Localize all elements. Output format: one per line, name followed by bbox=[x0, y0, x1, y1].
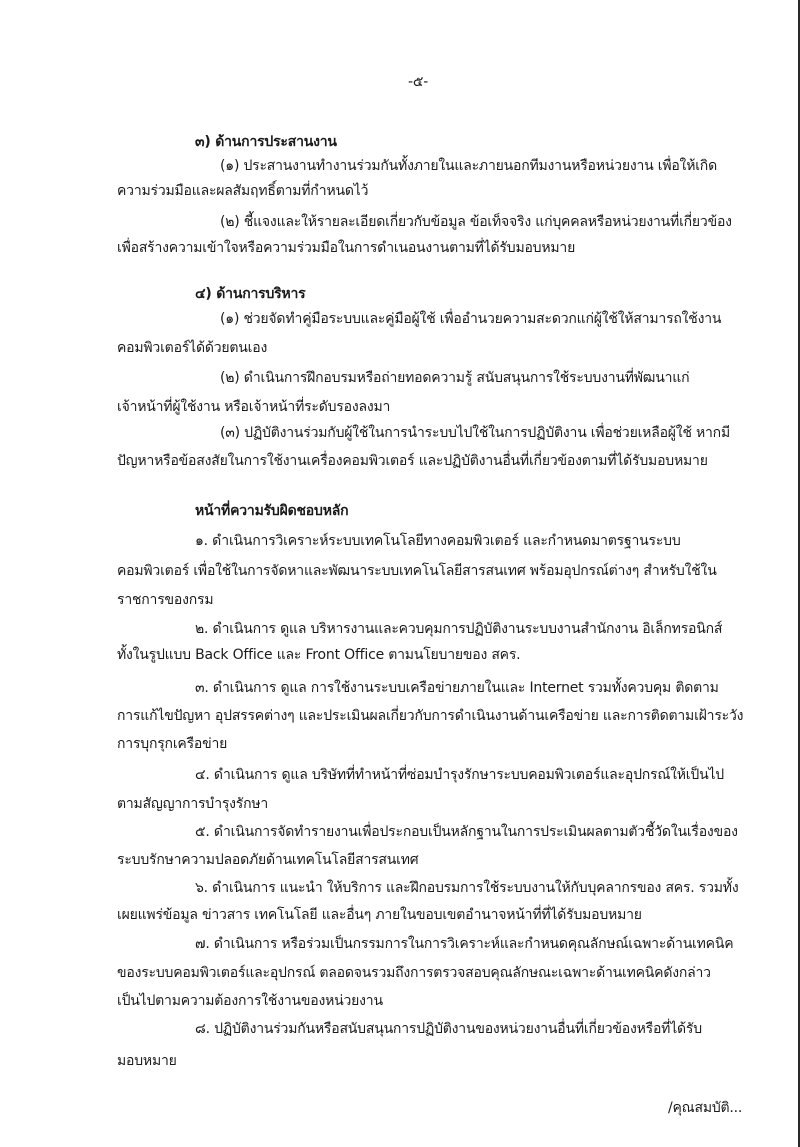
section-3-item-1-line-1: (๑) ประสานงานทำงานร่วมกันทั้งภายในและภายนอกทีมงานหรือหน่วยงาน เพื่อให้เกิด bbox=[220, 158, 717, 174]
duties-heading: หน้าที่ความรับผิดชอบหลัก bbox=[195, 503, 349, 519]
page-number: -๕- bbox=[408, 74, 429, 90]
duty-2-line-2: ทั้งในรูปแบบ Back Office และ Front Office ตามนโยบายของ สคร. bbox=[117, 647, 521, 663]
section-3-item-1-line-2: ความร่วมมือและผลสัมฤทธิ์ตามที่กำหนดไว้ bbox=[117, 183, 369, 199]
section-4-item-1-line-2: คอมพิวเตอร์ได้ด้วยตนเอง bbox=[117, 340, 268, 356]
section-4-heading: ๔) ด้านการบริหาร bbox=[195, 286, 306, 302]
duty-8-line-1: ๘. ปฏิบัติงานร่วมกันหรือสนับสนุนการปฏิบัติงานของหน่วยงานอื่นที่เกี่ยวข้องหรือที่ได้รับ bbox=[195, 1021, 702, 1037]
section-4-item-2-line-2: เจ้าหน้าที่ผู้ใช้งาน หรือเจ้าหน้าที่ระดับรองลงมา bbox=[117, 399, 391, 415]
duty-5-line-2: ระบบรักษาความปลอดภัยด้านเทคโนโลยีสารสนเทศ bbox=[117, 852, 419, 868]
duty-1-line-3: ราชการของกรม bbox=[117, 592, 214, 608]
duty-5-line-1: ๕. ดำเนินการจัดทำรายงานเพื่อประกอบเป็นหลักฐานในการประเมินผลตามตัวชี้วัดในเรื่องของ bbox=[195, 824, 738, 840]
duty-3-line-1: ๓. ดำเนินการ ดูแล การใช้งานระบบเครือข่ายภายในและ Internet รวมทั้งควบคุม ติดตาม bbox=[195, 680, 719, 696]
duty-3-line-3: การบุกรุกเครือข่าย bbox=[117, 736, 228, 752]
duty-6-line-1: ๖. ดำเนินการ แนะนำ ให้บริการ และฝึกอบรมการใช้ระบบงานให้กับบุคลากรของ สคร. รวมทั้ง bbox=[195, 880, 739, 896]
duty-4-line-1: ๔. ดำเนินการ ดูแล บริษัทที่ทำหน้าที่ซ่อมบำรุงรักษาระบบคอมพิวเตอร์และอุปกรณ์ให้เป็นไป bbox=[195, 767, 724, 783]
section-4-item-3-line-2: ปัญหาหรือข้อสงสัยในการใช้งานเครื่องคอมพิวเตอร์ และปฏิบัติงานอื่นที่เกี่ยวข้องตามที่ได้รับมอบหมาย bbox=[117, 453, 708, 469]
section-3-heading: ๓) ด้านการประสานงาน bbox=[195, 134, 337, 150]
duty-2-line-1: ๒. ดำเนินการ ดูแล บริหารงานและควบคุมการปฏิบัติงานระบบงานสำนักงาน อิเล็กทรอนิกส์ bbox=[195, 621, 723, 637]
continuation-marker: /คุณสมบัติ... bbox=[668, 1100, 743, 1116]
duty-8-line-2: มอบหมาย bbox=[117, 1053, 177, 1069]
duty-7-line-2: ของระบบคอมพิวเตอร์และอุปกรณ์ ตลอดจนรวมถึงการตรวจสอบคุณลักษณะเฉพาะด้านเทคนิคดังกล่าว bbox=[117, 965, 711, 981]
duty-4-line-2: ตามสัญญาการบำรุงรักษา bbox=[117, 796, 269, 812]
section-4-item-1-line-1: (๑) ช่วยจัดทำคู่มือระบบและคู่มือผู้ใช้ เพื่ออำนวยความสะดวกแก่ผู้ใช้ให้สามารถใช้งาน bbox=[220, 311, 722, 327]
duty-7-line-1: ๗. ดำเนินการ หรือร่วมเป็นกรรมการในการวิเคราะห์และกำหนดคุณลักษณ์เฉพาะด้านเทคนิค bbox=[195, 936, 734, 952]
duty-7-line-3: เป็นไปตามความต้องการใช้งานของหน่วยงาน bbox=[117, 993, 383, 1009]
section-4-item-2-line-1: (๒) ดำเนินการฝึกอบรมหรือถ่ายทอดความรู้ สนับสนุนการใช้ระบบงานที่พัฒนาแก่ bbox=[220, 370, 690, 386]
duty-1-line-1: ๑. ดำเนินการวิเคราะห์ระบบเทคโนโลยีทางคอมพิวเตอร์ และกำหนดมาตรฐานระบบ bbox=[195, 533, 681, 549]
duty-1-line-2: คอมพิวเตอร์ เพื่อใช้ในการจัดหาและพัฒนาระบบเทคโนโลยีสารสนเทศ พร้อมอุปกรณ์ต่างๆ สำหรับใช้ใน bbox=[117, 563, 717, 579]
section-3-item-2-line-2: เพื่อสร้างความเข้าใจหรือความร่วมมือในการดำเนอนงานตามที่ได้รับมอบหมาย bbox=[117, 240, 576, 256]
section-3-item-2-line-1: (๒) ชี้แจงและให้รายละเอียดเกี่ยวกับข้อมูล ข้อเท็จจริง แก่บุคคลหรือหน่วยงานที่เกี่ยวข้อง bbox=[220, 214, 732, 230]
duty-6-line-2: เผยแพร่ข้อมูล ข่าวสาร เทคโนโลยี และอื่นๆ ภายในขอบเขตอำนาจหน้าที่ที่ได้รับมอบหมาย bbox=[117, 907, 642, 923]
duty-3-line-2: การแก้ไขปัญหา อุปสรรคต่างๆ และประเมินผลเกี่ยวกับการดำเนินงานด้านเครือข่าย และการติดตามเฝ้าระวัง bbox=[117, 708, 744, 724]
section-4-item-3-line-1: (๓) ปฏิบัติงานร่วมกับผู้ใช้ในการนำระบบไปใช้ในการปฏิบัติงาน เพื่อช่วยเหลือผู้ใช้ หากมี bbox=[220, 425, 730, 441]
